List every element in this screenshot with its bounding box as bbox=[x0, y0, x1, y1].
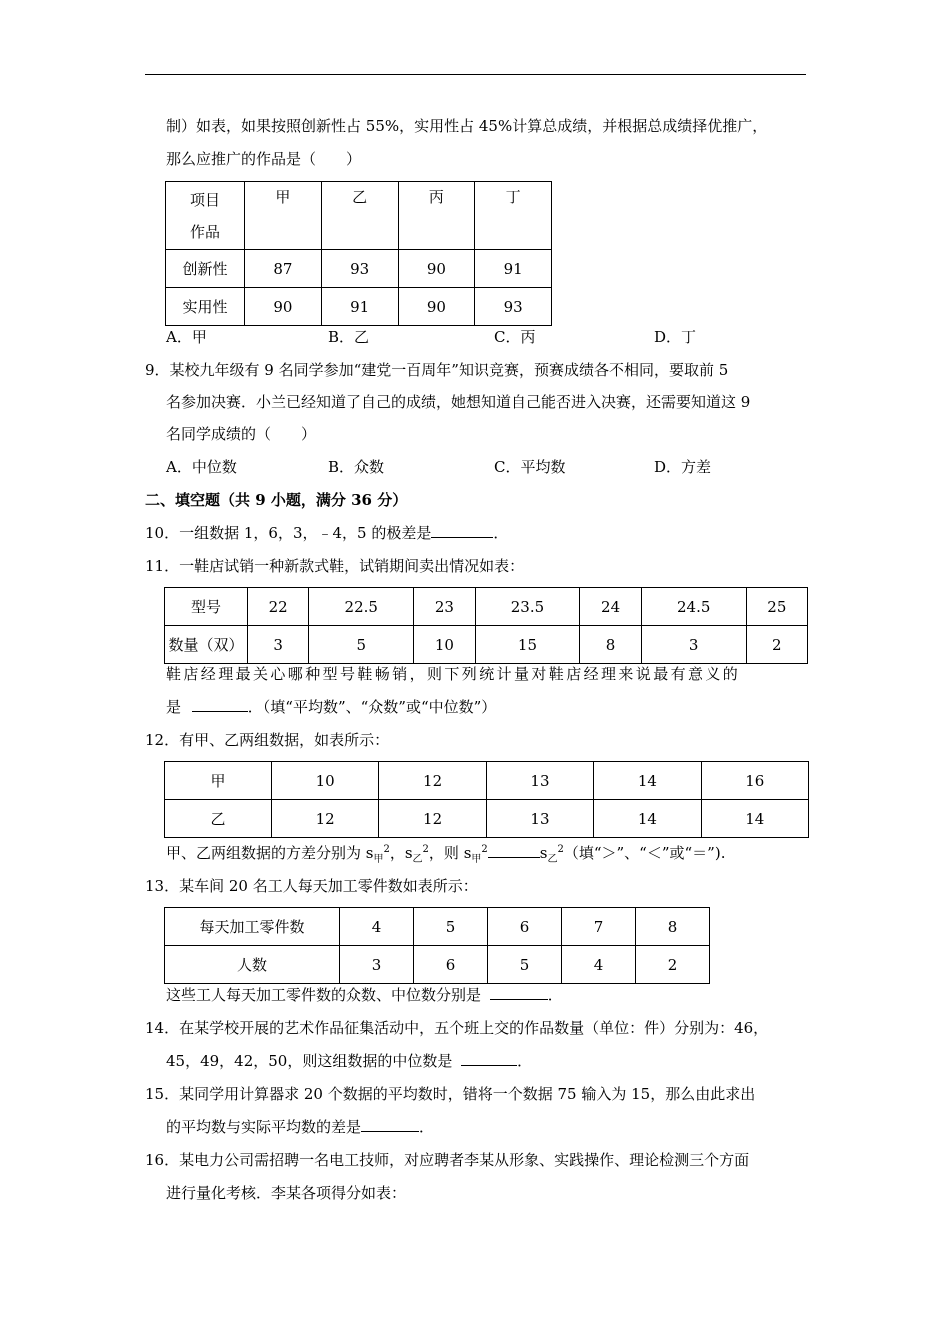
q8-table-header-cell bbox=[166, 182, 245, 250]
q10-tail: ． bbox=[493, 524, 509, 542]
table-cell: 15 bbox=[475, 626, 580, 664]
q12-line1: 12．有甲、乙两组数据，如表所示： bbox=[145, 731, 390, 749]
q12-sub-yi: 乙 bbox=[412, 854, 423, 865]
q14-text: 45，49，42，50，则这组数据的中位数是 bbox=[166, 1052, 453, 1070]
table-cell: 25 bbox=[746, 588, 807, 626]
q8-col-header: 丙 bbox=[398, 182, 475, 250]
table-cell: 6 bbox=[488, 908, 562, 946]
table-cell: 93 bbox=[475, 288, 552, 326]
q8-row-label: 创新性 bbox=[166, 250, 245, 288]
q12-after bbox=[166, 840, 725, 870]
q12-after-a: 甲、乙两组数据的方差分别为 s bbox=[166, 844, 374, 862]
q12-sup: 2 bbox=[422, 844, 429, 855]
q8-option-c[interactable]: C．丙 bbox=[494, 328, 536, 346]
table-cell: 4 bbox=[340, 908, 414, 946]
table-cell: 8 bbox=[636, 908, 710, 946]
q14-answer-blank[interactable] bbox=[461, 1051, 517, 1066]
table-cell: 10 bbox=[414, 626, 475, 664]
table-cell: 2 bbox=[636, 946, 710, 984]
q9-option-c[interactable]: C．平均数 bbox=[494, 458, 566, 476]
table-cell: 90 bbox=[398, 288, 475, 326]
q13-table bbox=[164, 907, 710, 984]
table-cell: 91 bbox=[321, 288, 398, 326]
q8-line2: 那么应推广的作品是（ ） bbox=[166, 150, 362, 168]
table-cell: 5 bbox=[309, 626, 414, 664]
section-heading: 二、填空题（共 9 小题，满分 36 分） bbox=[145, 491, 408, 509]
table-cell: 22 bbox=[248, 588, 309, 626]
table-cell: 3 bbox=[248, 626, 309, 664]
q13-after-text: 这些工人每天加工零件数的众数、中位数分别是 bbox=[166, 986, 482, 1004]
q11-after1: 鞋店经理最关心哪种型号鞋畅销，则下列统计量对鞋店经理来说最有意义的 bbox=[166, 665, 741, 683]
table-cell: 7 bbox=[562, 908, 636, 946]
q12-after-e: （填“＞”、“＜”或“＝”). bbox=[563, 844, 726, 862]
q14-line2 bbox=[166, 1051, 532, 1071]
q12-sup: 2 bbox=[557, 844, 564, 855]
q11-line1: 11．一鞋店试销一种新款式鞋，试销期间卖出情况如表： bbox=[145, 557, 525, 575]
q9-option-a[interactable]: A．中位数 bbox=[166, 458, 237, 476]
table-cell: 14 bbox=[594, 800, 701, 838]
table-cell: 12 bbox=[379, 762, 486, 800]
q12-sup: 2 bbox=[383, 844, 390, 855]
q15-line1: 15．某同学用计算器求 20 个数据的平均数时，错将一个数据 75 输入为 15，那么由此求出 bbox=[145, 1085, 756, 1103]
table-cell: 10 bbox=[272, 762, 379, 800]
table-cell: 3 bbox=[340, 946, 414, 984]
q12-sup: 2 bbox=[481, 844, 488, 855]
q8-col-header: 甲 bbox=[245, 182, 322, 250]
header-work-label: 作品 bbox=[189, 222, 220, 241]
header-project-label: 项目 bbox=[189, 190, 220, 209]
q13-tail: ． bbox=[547, 986, 563, 1004]
table-cell: 3 bbox=[641, 626, 746, 664]
q11-table bbox=[164, 587, 808, 664]
table-cell: 4 bbox=[562, 946, 636, 984]
q12-sub-jia: 甲 bbox=[471, 854, 482, 865]
q14-line1: 14．在某学校开展的艺术作品征集活动中，五个班上交的作品数量（单位：件）分别为：46， bbox=[145, 1019, 769, 1037]
q12-answer-blank[interactable] bbox=[488, 843, 540, 858]
q11-after2 bbox=[166, 697, 496, 717]
q15-tail: ． bbox=[419, 1118, 435, 1136]
header-rule bbox=[145, 74, 806, 75]
q12-after-b: ，s bbox=[389, 844, 413, 862]
q8-col-header: 丁 bbox=[475, 182, 552, 250]
q10-answer-blank[interactable] bbox=[431, 523, 493, 538]
q14-tail: ． bbox=[517, 1052, 533, 1070]
q12-after-d: s bbox=[539, 844, 548, 862]
q12-sub-jia: 甲 bbox=[373, 854, 384, 865]
q12-row-label: 甲 bbox=[165, 762, 272, 800]
q11-answer-blank[interactable] bbox=[192, 697, 248, 712]
q9-option-b[interactable]: B．众数 bbox=[328, 458, 385, 476]
table-cell: 93 bbox=[321, 250, 398, 288]
q9-line2: 名参加决赛．小兰已经知道了自己的成绩，她想知道自己能否进入决赛，还需要知道这 9 bbox=[166, 393, 751, 411]
q8-col-header: 乙 bbox=[321, 182, 398, 250]
table-cell: 8 bbox=[580, 626, 641, 664]
table-cell: 87 bbox=[245, 250, 322, 288]
q12-row-label: 乙 bbox=[165, 800, 272, 838]
table-cell: 13 bbox=[486, 800, 593, 838]
q11-after2-post: ．（填“平均数”、“众数”或“中位数”） bbox=[247, 698, 497, 716]
q13-row-label: 每天加工零件数 bbox=[165, 908, 340, 946]
table-cell: 24.5 bbox=[641, 588, 746, 626]
table-cell: 12 bbox=[379, 800, 486, 838]
q8-option-a[interactable]: A．甲 bbox=[166, 328, 207, 346]
q10-line bbox=[145, 523, 508, 543]
q15-line2 bbox=[166, 1117, 434, 1137]
q12-table bbox=[164, 761, 809, 838]
table-cell: 14 bbox=[594, 762, 701, 800]
table-cell: 90 bbox=[398, 250, 475, 288]
q11-row-label: 数量（双） bbox=[165, 626, 248, 664]
table-cell: 90 bbox=[245, 288, 322, 326]
table-cell: 24 bbox=[580, 588, 641, 626]
table-cell: 6 bbox=[414, 946, 488, 984]
q13-after bbox=[166, 985, 563, 1005]
q15-text: 的平均数与实际平均数的差是 bbox=[166, 1118, 362, 1136]
table-cell: 91 bbox=[475, 250, 552, 288]
q11-after2-pre: 是 bbox=[166, 698, 182, 716]
table-cell: 5 bbox=[488, 946, 562, 984]
q8-option-b[interactable]: B．乙 bbox=[328, 328, 370, 346]
q16-line2: 进行量化考核．李某各项得分如表： bbox=[166, 1184, 407, 1202]
table-cell: 16 bbox=[701, 762, 808, 800]
table-cell: 14 bbox=[701, 800, 808, 838]
table-cell: 5 bbox=[414, 908, 488, 946]
q8-table bbox=[165, 181, 552, 326]
q8-row-label: 实用性 bbox=[166, 288, 245, 326]
table-cell: 12 bbox=[272, 800, 379, 838]
q8-option-d[interactable]: D．丁 bbox=[654, 328, 697, 346]
q13-answer-blank[interactable] bbox=[490, 985, 548, 1000]
q11-row-label: 型号 bbox=[165, 588, 248, 626]
table-cell: 23.5 bbox=[475, 588, 580, 626]
table-cell: 2 bbox=[746, 626, 807, 664]
q12-sub-yi: 乙 bbox=[547, 854, 558, 865]
q13-row-label: 人数 bbox=[165, 946, 340, 984]
table-cell: 13 bbox=[486, 762, 593, 800]
q15-answer-blank[interactable] bbox=[361, 1117, 419, 1132]
table-cell: 22.5 bbox=[309, 588, 414, 626]
q10-text: 10．一组数据 1，6，3，﹣4，5 的极差是 bbox=[145, 524, 432, 542]
q9-line1: 9．某校九年级有 9 名同学参加“建党一百周年”知识竞赛，预赛成绩各不相同，要取前 5 bbox=[145, 361, 729, 379]
q9-line3: 名同学成绩的（ ） bbox=[166, 425, 317, 443]
q13-line1: 13．某车间 20 名工人每天加工零件数如表所示： bbox=[145, 877, 478, 895]
q8-line1: 制）如表，如果按照创新性占 55%，实用性占 45%计算总成绩，并根据总成绩择优推广， bbox=[166, 117, 768, 135]
table-cell: 23 bbox=[414, 588, 475, 626]
q12-after-c: ，则 s bbox=[428, 844, 472, 862]
q9-option-d[interactable]: D．方差 bbox=[654, 458, 712, 476]
q16-line1: 16．某电力公司需招聘一名电工技师，对应聘者李某从形象、实践操作、理论检测三个方面 bbox=[145, 1151, 750, 1169]
